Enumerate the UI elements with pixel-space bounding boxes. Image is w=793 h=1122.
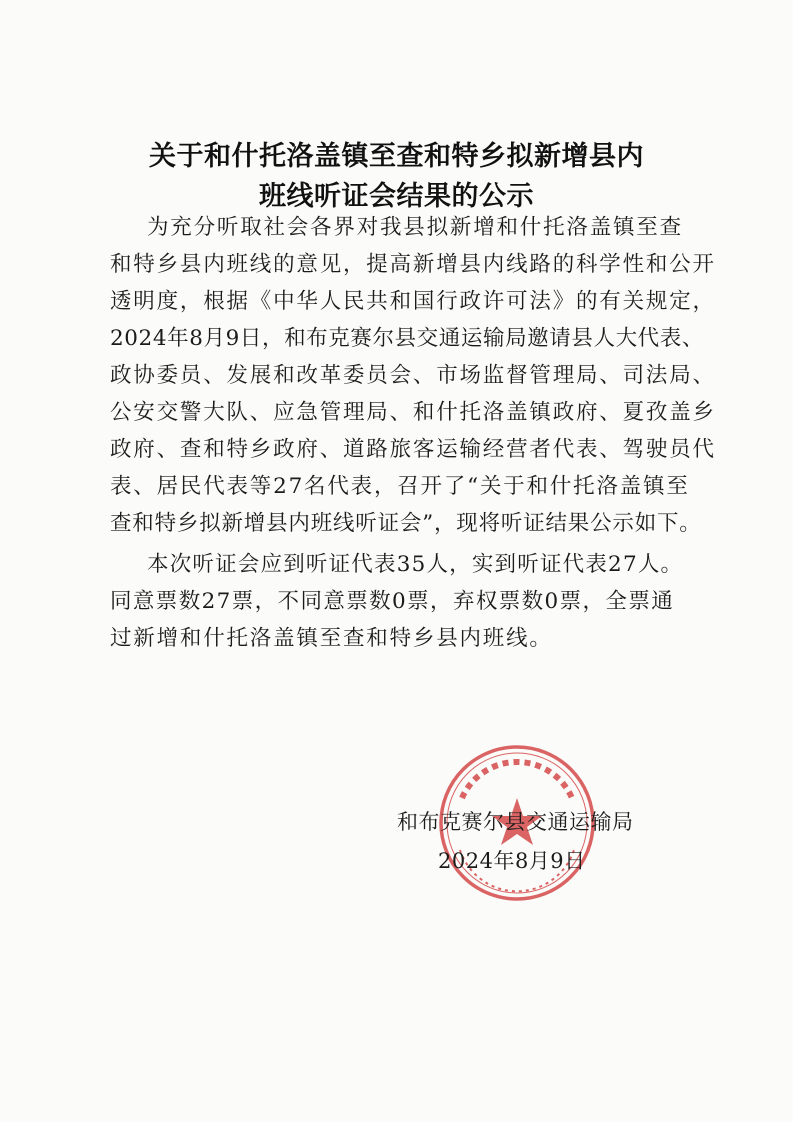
signature-date: 2024年8月9日 <box>438 849 586 873</box>
body-line: 2024年8月9日，和布克赛尔县交通运输局邀请县人大代表、 <box>110 326 704 351</box>
body-line: 为充分听取社会各界对我县拟新增和什托洛盖镇至查 <box>147 215 683 240</box>
body-line: 政协委员、发展和改革委员会、市场监督管理局、司法局、 <box>110 363 716 388</box>
document-title-line-2: 班线听证会结果的公示 <box>259 181 534 212</box>
body-line: 表、居民代表等27名代表，召开了“关于和什托洛盖镇至 <box>110 474 690 499</box>
body-line: 查和特乡拟新增县内班线听证会”，现将听证结果公示如下。 <box>110 511 702 536</box>
body-line: 本次听证会应到听证代表35人，实到听证代表27人。 <box>147 552 684 577</box>
body-line: 过新增和什托洛盖镇至查和特乡县内班线。 <box>110 626 553 651</box>
body-line: 同意票数27票，不同意票数0票，弃权票数0票，全票通 <box>110 589 675 614</box>
signature-organization: 和布克赛尔县交通运输局 <box>397 810 634 834</box>
body-line: 政府、查和特乡政府、道路旅客运输经营者代表、驾驶员代 <box>110 437 716 462</box>
body-line: 和特乡县内班线的意见，提高新增县内线路的科学性和公开 <box>110 252 716 277</box>
body-line: 透明度，根据《中华人民共和国行政许可法》的有关规定， <box>110 289 716 314</box>
body-line: 公安交警大队、应急管理局、和什托洛盖镇政府、夏孜盖乡 <box>110 400 716 425</box>
document-title-line-1: 关于和什托洛盖镇至查和特乡拟新增县内 <box>149 141 644 172</box>
